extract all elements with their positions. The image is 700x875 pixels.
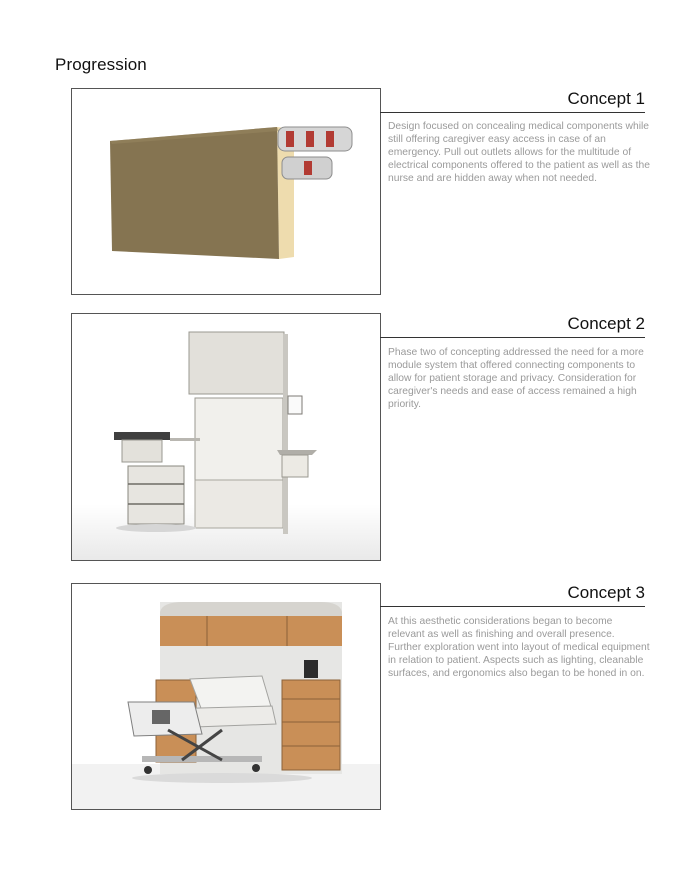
concept-2-title: Concept 2 <box>380 314 645 338</box>
concept-3-render <box>71 583 381 810</box>
concept-3-description: At this aesthetic considerations began to become relevant as well as finishing and overall presence. Further exploration went into layout of medical equipment in relation to patient. Aspects such as lighting, cleanable surfaces, and ergonomics also began to be honed in on. <box>388 616 650 679</box>
headwall-panel-render <box>72 89 380 294</box>
concept-1-description: Design focused on concealing medical components while still offering caregiver easy access in case of an emergency. Pull out outlets allows for the multitude of electrical components offered to the patient as well as the nurse and are hidden away when not needed. <box>388 121 650 184</box>
concept-2-render <box>71 313 381 561</box>
headwall-with-bed-render <box>72 584 380 809</box>
concept-3-title: Concept 3 <box>380 583 645 607</box>
modular-headwall-render <box>72 314 380 560</box>
page-title: Progression <box>55 55 147 74</box>
concept-1-title: Concept 1 <box>380 89 645 113</box>
concept-1-render <box>71 88 381 295</box>
concept-2-description: Phase two of concepting addressed the need for a more module system that offered connecting components to allow for patient storage and privacy. Consideration for caregiver's needs and ease of access remained a high priority. <box>388 347 644 410</box>
